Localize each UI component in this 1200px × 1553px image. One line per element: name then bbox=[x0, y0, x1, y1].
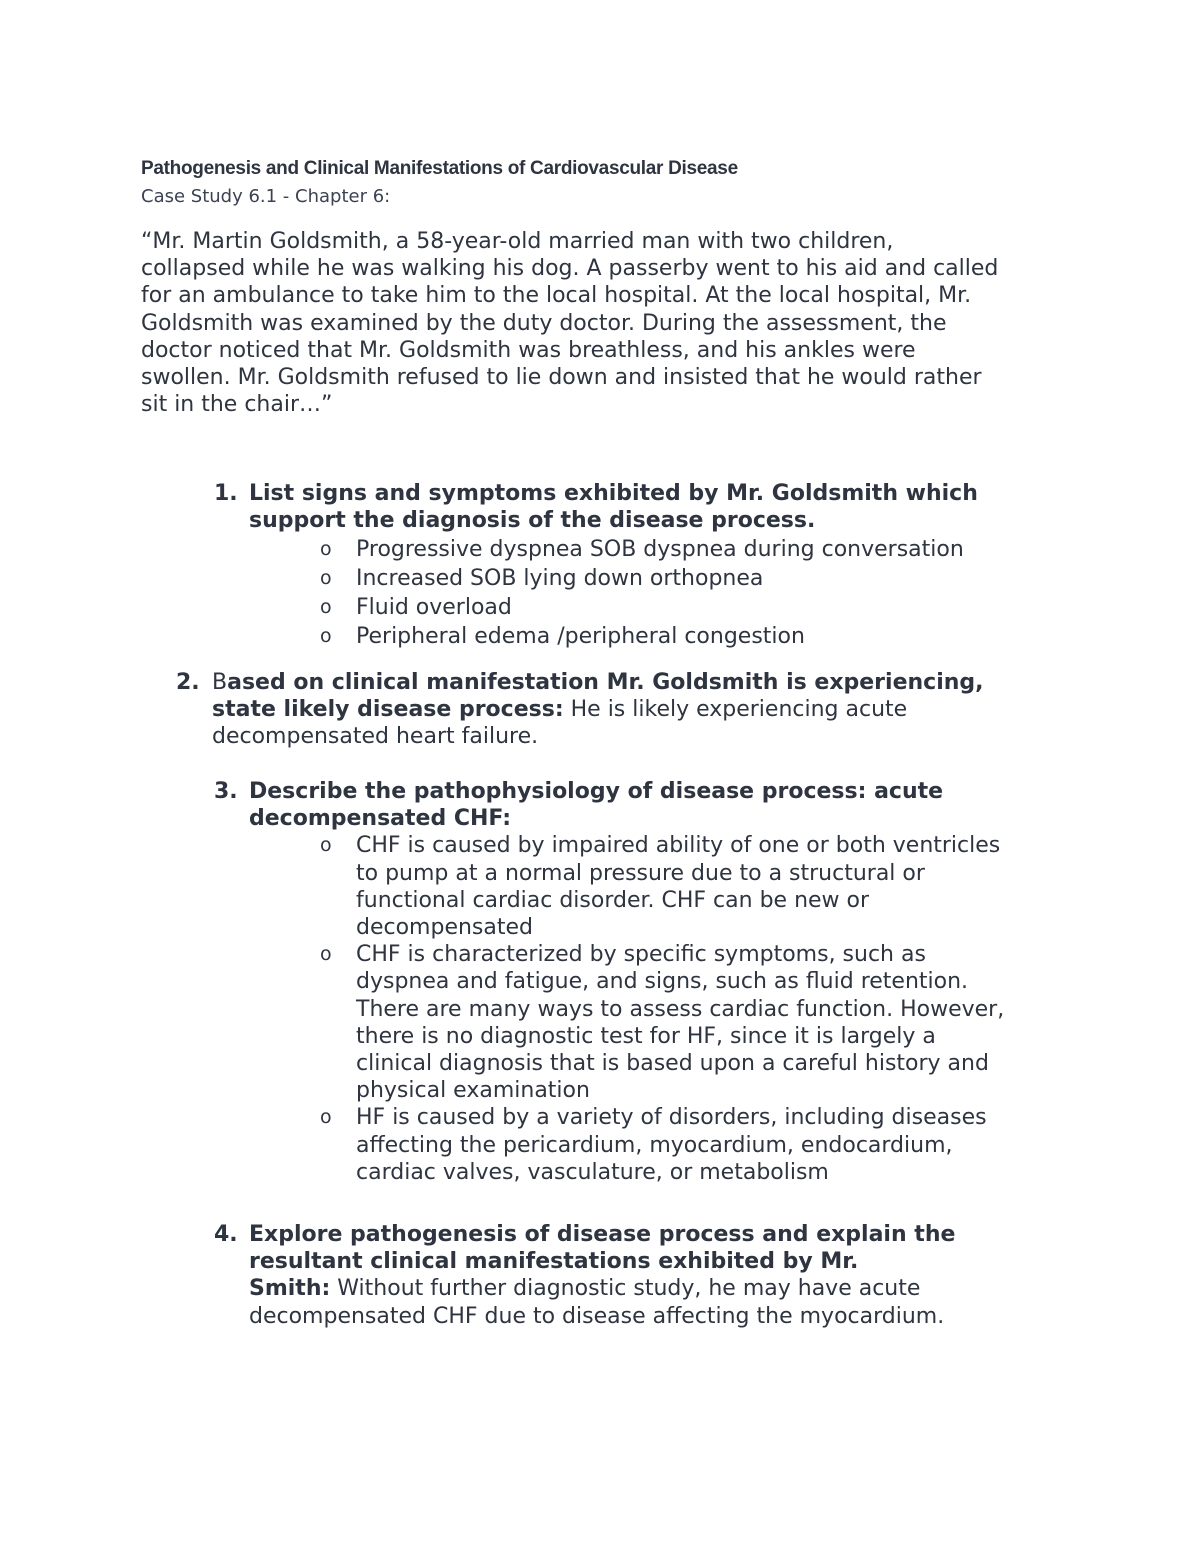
list-item-text: Increased SOB lying down orthopnea bbox=[356, 566, 764, 592]
quote-line: for an ambulance to take him to the local hospital. At the local hospital, Mr. bbox=[141, 283, 972, 309]
question-2 bbox=[176, 669, 984, 751]
quote-line: doctor noticed that Mr. Goldsmith was breathless, and his ankles were bbox=[141, 337, 916, 363]
quote-line: sit in the chair…” bbox=[141, 392, 333, 418]
list-item-text: functional cardiac disorder. CHF can be new or bbox=[356, 887, 870, 913]
quote-line: “Mr. Martin Goldsmith, a 58-year-old married man with two children, bbox=[141, 229, 894, 254]
question-heading: support the diagnosis of the disease process. bbox=[249, 508, 816, 534]
list-item bbox=[320, 832, 1004, 941]
list-item-text: Progressive dyspnea SOB dyspnea during conversation bbox=[356, 537, 964, 563]
question-number: 2. bbox=[176, 670, 200, 695]
question-3 bbox=[214, 778, 1004, 1186]
bullet-icon: o bbox=[320, 538, 332, 561]
question-heading: state likely disease process: bbox=[212, 697, 564, 723]
document-title: Pathogenesis and Clinical Manifestations of Cardiovascular Disease bbox=[141, 158, 738, 179]
bullet-list bbox=[320, 832, 1005, 1186]
answer-text: decompensated CHF due to disease affecting the myocardium. bbox=[249, 1303, 945, 1329]
list-item-text: to pump at a normal pressure due to a structural or bbox=[356, 860, 925, 886]
question-heading-initial: B bbox=[212, 670, 228, 695]
list-item-text: HF is caused by a variety of disorders, including diseases bbox=[356, 1105, 987, 1131]
question-number: 4. bbox=[214, 1222, 238, 1247]
question-heading: Explore pathogenesis of disease process and explain the bbox=[249, 1222, 956, 1247]
bullet-icon: o bbox=[320, 596, 332, 619]
list-item bbox=[320, 941, 1005, 1104]
list-item bbox=[320, 564, 978, 593]
quote-line: swollen. Mr. Goldsmith refused to lie down and insisted that he would rather bbox=[141, 365, 982, 391]
question-4 bbox=[214, 1221, 955, 1330]
question-number: 3. bbox=[214, 779, 238, 804]
question-heading: Smith: bbox=[249, 1276, 331, 1302]
list-item-text: affecting the pericardium, myocardium, endocardium, bbox=[356, 1132, 953, 1158]
question-heading: ased on clinical manifestation Mr. Goldsmith is experiencing, bbox=[227, 670, 984, 695]
document-subtitle: Case Study 6.1 - Chapter 6: bbox=[141, 186, 391, 207]
answer-text: He is likely experiencing acute bbox=[563, 697, 908, 723]
bullet-icon: o bbox=[320, 1106, 332, 1129]
quote-line: collapsed while he was walking his dog. A passerby went to his aid and called bbox=[141, 256, 999, 282]
bullet-list bbox=[320, 535, 978, 651]
list-item-text: There are many ways to assess cardiac function. However, bbox=[356, 996, 1005, 1022]
list-item-text: decompensated bbox=[356, 915, 533, 941]
list-item-text: physical examination bbox=[356, 1078, 590, 1104]
answer-text: Without further diagnostic study, he may have acute bbox=[330, 1276, 921, 1302]
question-1 bbox=[214, 480, 978, 651]
list-item-text: Peripheral edema /peripheral congestion bbox=[356, 624, 805, 650]
case-quote bbox=[141, 228, 1071, 418]
question-number: 1. bbox=[214, 481, 238, 506]
list-item-text: CHF is characterized by specific symptoms, such as bbox=[356, 942, 926, 968]
list-item-text: Fluid overload bbox=[356, 595, 512, 621]
list-item-text: cardiac valves, vasculature, or metabolism bbox=[356, 1159, 829, 1185]
question-heading: List signs and symptoms exhibited by Mr. Goldsmith which bbox=[249, 481, 978, 506]
list-item bbox=[320, 622, 978, 651]
bullet-icon: o bbox=[320, 625, 332, 648]
question-heading: Describe the pathophysiology of disease process: acute bbox=[249, 779, 944, 804]
answer-text: decompensated heart failure. bbox=[212, 724, 539, 750]
list-item bbox=[320, 1104, 1004, 1186]
list-item-text: CHF is caused by impaired ability of one or both ventricles bbox=[356, 833, 1001, 859]
bullet-icon: o bbox=[320, 834, 332, 857]
list-item-text: there is no diagnostic test for HF, since it is largely a bbox=[356, 1023, 936, 1049]
quote-line: Goldsmith was examined by the duty doctor. During the assessment, the bbox=[141, 310, 947, 336]
question-heading: resultant clinical manifestations exhibited by Mr. bbox=[249, 1249, 859, 1275]
list-item bbox=[320, 593, 978, 622]
bullet-icon: o bbox=[320, 943, 332, 966]
list-item bbox=[320, 535, 978, 564]
list-item-text: dyspnea and fatigue, and signs, such as fluid retention. bbox=[356, 969, 969, 995]
bullet-icon: o bbox=[320, 567, 332, 590]
question-heading: decompensated CHF: bbox=[249, 806, 512, 832]
list-item-text: clinical diagnosis that is based upon a careful history and bbox=[356, 1051, 989, 1077]
